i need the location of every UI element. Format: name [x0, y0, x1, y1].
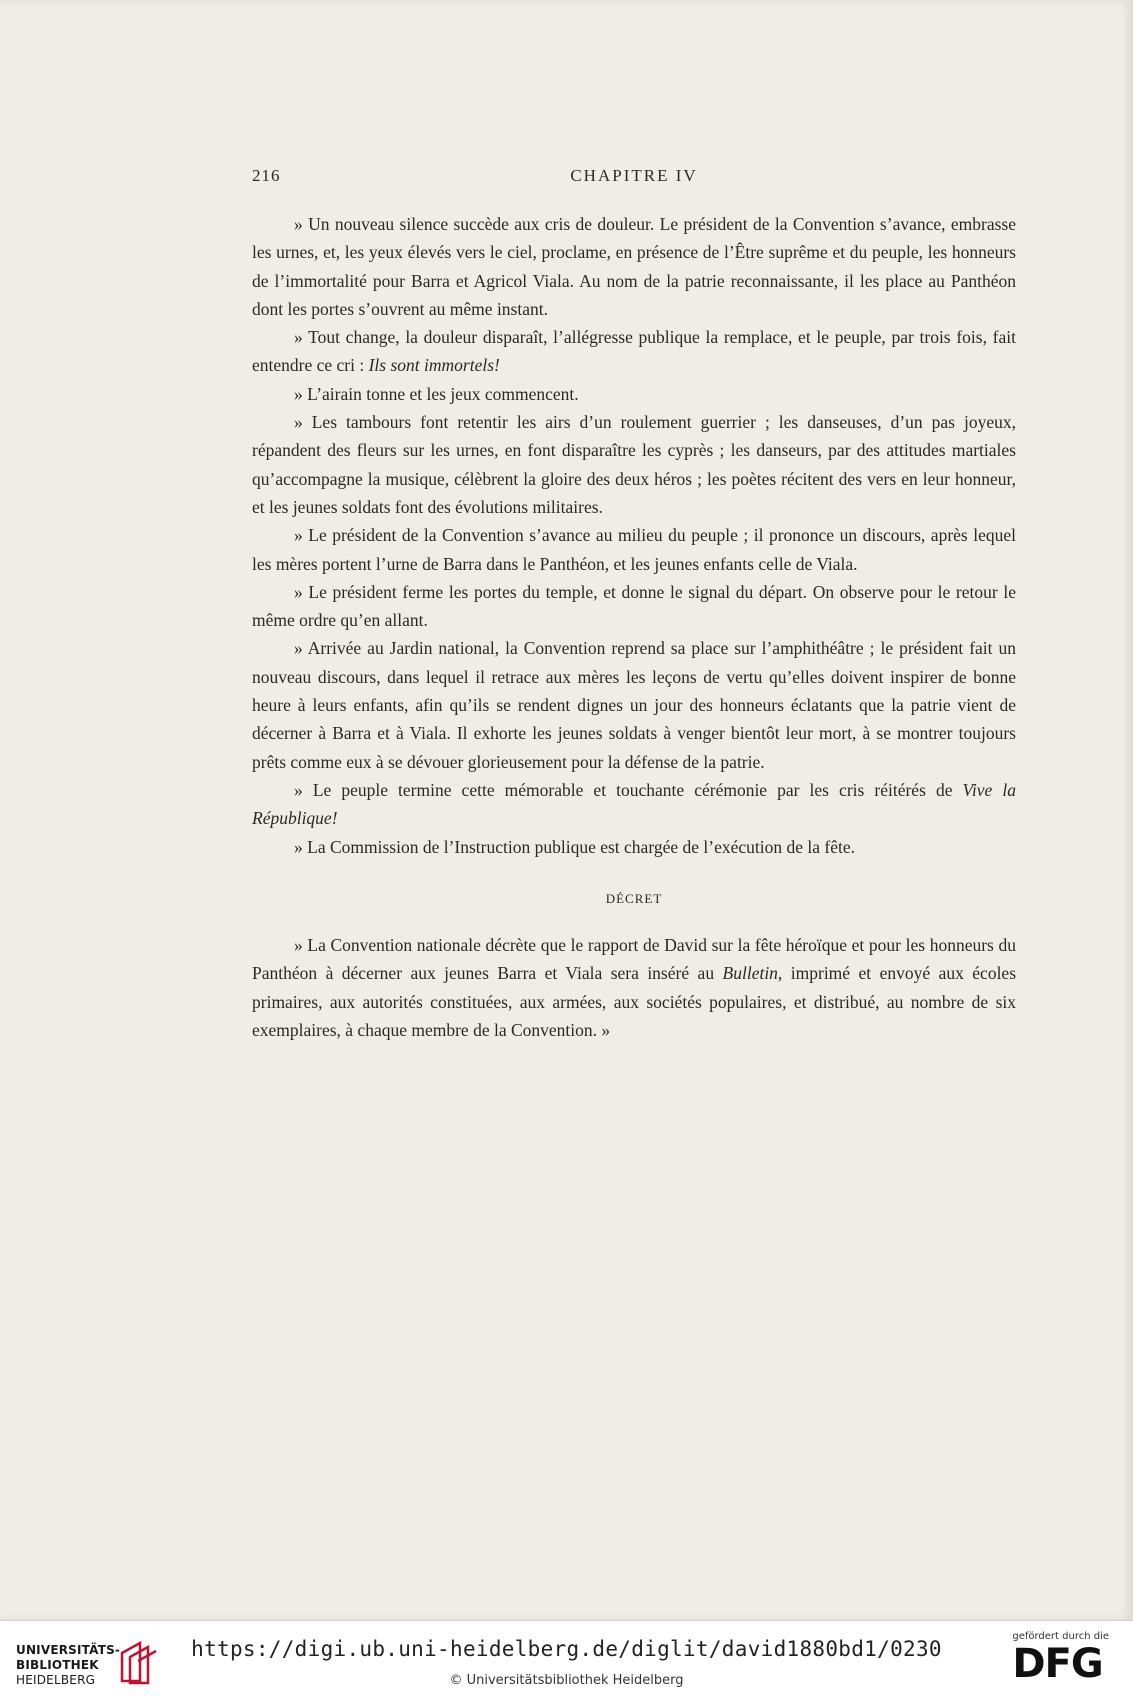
permalink-url[interactable]: https://digi.ub.uni-heidelberg.de/diglit/david1880bd1/0230 [191, 1637, 942, 1661]
copyright-notice: © Universitätsbibliothek Heidelberg [449, 1673, 684, 1688]
paragraph: » La Commission de l’Instruction publique est chargée de l’exécution de la fête. [294, 836, 855, 857]
paragraph: » Le peuple termine cette mémorable et touchante cérémonie par les cris réitérés de Vive la République! [252, 779, 1016, 829]
italic-quote: Vive la République! [252, 779, 1016, 829]
paragraph: » Tout change, la douleur disparaît, l’allégresse publique la remplace, et le peuple, par trois fois, fait entendre ce cri : Ils sont immortels! [252, 327, 1016, 376]
italic-quote: Ils sont immortels! [368, 355, 500, 376]
paragraph: » Le président de la Convention s’avance au milieu du peuple ; il prononce un discours, après lequel les mères portent l’urne de Barra dans le Panthéon, et les jeunes enfants celle de Viala. [252, 525, 1016, 574]
body-text [252, 210, 1016, 1044]
decree-paragraph: » La Convention nationale décrète que le rapport de David sur la fête héroïque et pour les honneurs du Panthéon à décerner aux jeunes Barra et Viala sera inséré au Bulletin, imprimé et envoyé aux écoles primaires, aux autorités constituées, aux armées, aux sociétés populaires, et distribué, au nombre de six exemplaires, à chaque membre de la Convention. » [252, 935, 1017, 1041]
page-header [252, 166, 1016, 192]
funder-logo: gefördert durch die DFG [1012, 1631, 1109, 1687]
paragraph: » Un nouveau silence succède aux cris de douleur. Le président de la Convention s’avance, embrasse les urnes, et, les yeux élevés vers le ciel, proclame, en présence de l’Être suprême et du peuple, les honneurs de l’immortalité pour Barra et Agricol Viala. Au nom de la patrie reconnaissante, il les place au Panthéon dont les portes s’ouvrent au même instant. [252, 214, 1016, 319]
page-number: 216 [252, 166, 281, 185]
section-title: DÉCRET [605, 890, 663, 906]
paragraph: » Le président ferme les portes du temple, et donne le signal du départ. On observe pour le retour le même ordre qu’en allant. [252, 581, 1016, 631]
library-logo[interactable]: UNIVERSITÄTS- BIBLIOTHEK HEIDELBERG [16, 1643, 121, 1687]
dfg-logo: DFG [1012, 1641, 1103, 1687]
paragraph: » Arrivée au Jardin national, la Convention reprend sa place sur l’amphithéâtre ; le président fait un nouveau discours, dans lequel il retrace aux mères les leçons de vertu qu’elles doivent inspirer de bonne heure à leurs enfants, afin qu’ils se rendent dignes un jour des honneurs éclatants que la patrie vient de décerner à Barra et à Viala. Il exhorte les jeunes soldats à venger bientôt leur mort, à se montrer toujours prêts comme eux à se dévouer glorieusement pour la défense de la patrie. [252, 638, 1016, 772]
paragraph: » L’airain tonne et les jeux commencent. [294, 383, 579, 404]
italic-bulletin: Bulletin, [722, 963, 783, 984]
viewer-footer [0, 1620, 1133, 1702]
paragraph: » Les tambours font retentir les airs d’un roulement guerrier ; les danseuses, d’un pas joyeux, répandent des fleurs sur les urnes, en font disparaître les cyprès ; les danseurs, par des attitudes martiales qu’accompagne la musique, célèbrent la gloire des deux héros ; les poètes récitent des vers en leur honneur, et les jeunes soldats font des évolutions militaires. [252, 412, 1016, 517]
running-head: CHAPITRE IV [570, 166, 698, 185]
